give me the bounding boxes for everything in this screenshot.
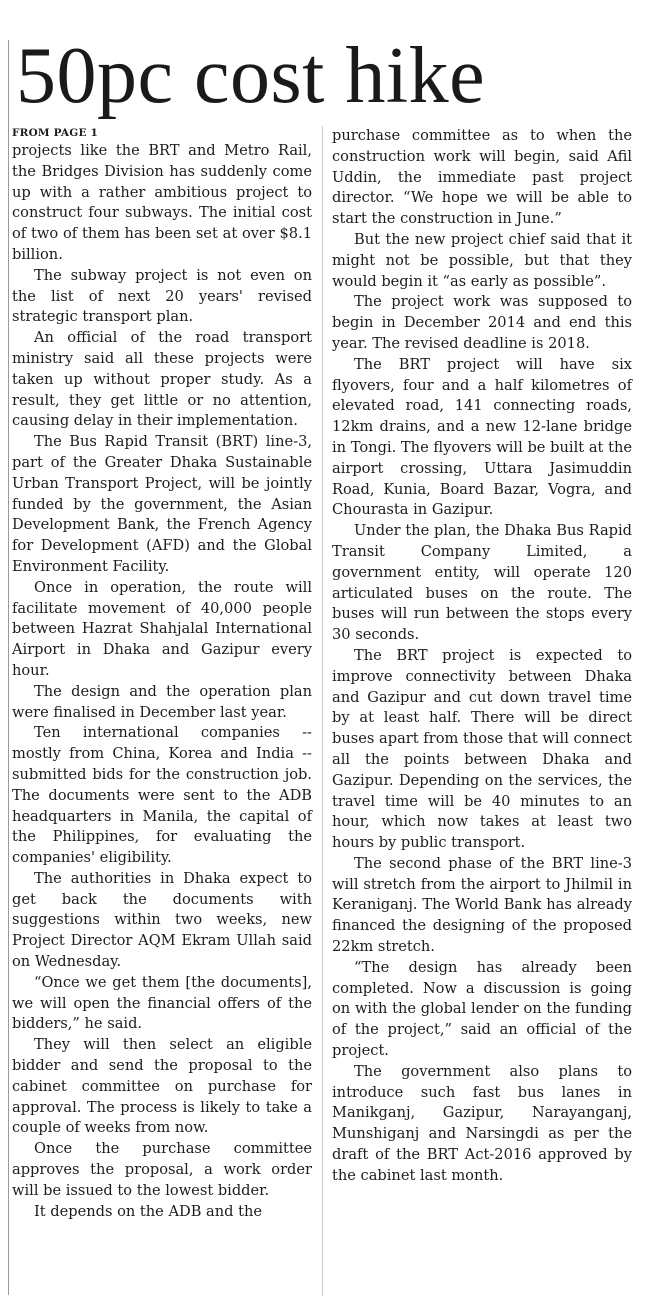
paragraph: The Bus Rapid Transit (BRT) line-3, part of the Greater Dhaka Sustainable Urban Transport Project, will be jointly funded by the government, the Asian Development Bank, the French Agency for Development (AFD) and the Global Environment Facility. <box>12 433 312 575</box>
paragraph: The design and the operation plan were finalised in December last year. <box>12 682 312 721</box>
paragraph: Once in operation, the route will facilitate movement of 40,000 people between Hazrat Shahjalal International Airport in Dhaka and Gazipur every hour. <box>12 578 312 679</box>
paragraph: Once the purchase committee approves the proposal, a work order will be issued to the lowest bidder. <box>12 1140 312 1199</box>
paragraph: They will then select an eligible bidder and send the proposal to the cabinet committee on purchase for approval. The process is likely to take a couple of weeks from now. <box>12 1036 312 1137</box>
paragraph: The second phase of the BRT line-3 will stretch from the airport to Jhilmil in Keraniganj. The World Bank has already financed the designing of the proposed 22km stretch. <box>332 854 632 956</box>
left-column-rule <box>8 40 9 1295</box>
paragraph: An official of the road transport ministry said all these projects were taken up without proper study. As a result, they get little or no attention, causing delay in their implementation. <box>12 329 312 430</box>
paragraph: Under the plan, the Dhaka Bus Rapid Transit Company Limited, a government entity, will operate 120 articulated buses on the route. The buses will run between the stops every 30 seconds. <box>332 522 632 644</box>
right-column <box>332 126 632 1187</box>
paragraph: The BRT project will have six flyovers, four and a half kilometres of elevated road, 141 connecting roads, 12km drains, and a new 12-lane bridge in Tongi. The flyovers will be built at the airport crossing, Uttara Jasimuddin Road, Kunia, Board Bazar, Vogra, and Chourasta in Gazipur. <box>332 355 632 519</box>
paragraph: Ten international companies -- mostly from China, Korea and India -- submitted bids for the construction job. The documents were sent to the ADB headquarters in Manila, the capital of the Philippines, for evaluating the companies' eligibility. <box>12 724 312 867</box>
paragraph: The project work was supposed to begin in December 2014 and end this year. The revised deadline is 2018. <box>332 293 632 352</box>
paragraph: It depends on the ADB and the <box>34 1202 263 1220</box>
paragraph: “Once we get them [the documents], we will open the financial offers of the bidders,” he said. <box>12 973 312 1033</box>
paragraph: The government also plans to introduce such fast bus lanes in Manikganj, Gazipur, Narayanganj, Munshiganj and Narsingdi as per the draft of the BRT Act-2016 approved by the cabinet last month. <box>332 1062 632 1184</box>
column-divider <box>322 126 323 1296</box>
paragraph: The BRT project is expected to improve connectivity between Dhaka and Gazipur and cut down travel time by at least half. There will be direct buses apart from those that will connect all the points between Dhaka and Gazipur. Depending on the services, the travel time will be 40 minutes to an hour, which now takes at least two hours by public transport. <box>332 646 632 852</box>
paragraph: “The design has already been completed. Now a discussion is going on with the global lender on the funding of the project,” said an official of the project. <box>332 958 632 1060</box>
headline: 50pc cost hike <box>16 32 486 120</box>
paragraph: projects like the BRT and Metro Rail, the Bridges Division has suddenly come up with a rather ambitious project to construct four subways. The initial cost of two of them has been set at over $8.1 billion. <box>12 142 312 263</box>
paragraph: The authorities in Dhaka expect to get back the documents with suggestions within two weeks, new Project Director AQM Ekram Ullah said on Wednesday. <box>12 869 312 971</box>
paragraph: The subway project is not even on the list of next 20 years' revised strategic transport plan. <box>12 266 312 326</box>
paragraph: But the new project chief said that it might not be possible, but that they would begin it “as early as possible”. <box>332 230 632 290</box>
paragraph: purchase committee as to when the construction work will begin, said Afil Uddin, the immediate past project director. “We hope we will be able to start the construction in June.” <box>332 127 632 228</box>
continuation-kicker: FROM PAGE 1 <box>12 127 99 139</box>
left-column <box>12 126 312 1222</box>
